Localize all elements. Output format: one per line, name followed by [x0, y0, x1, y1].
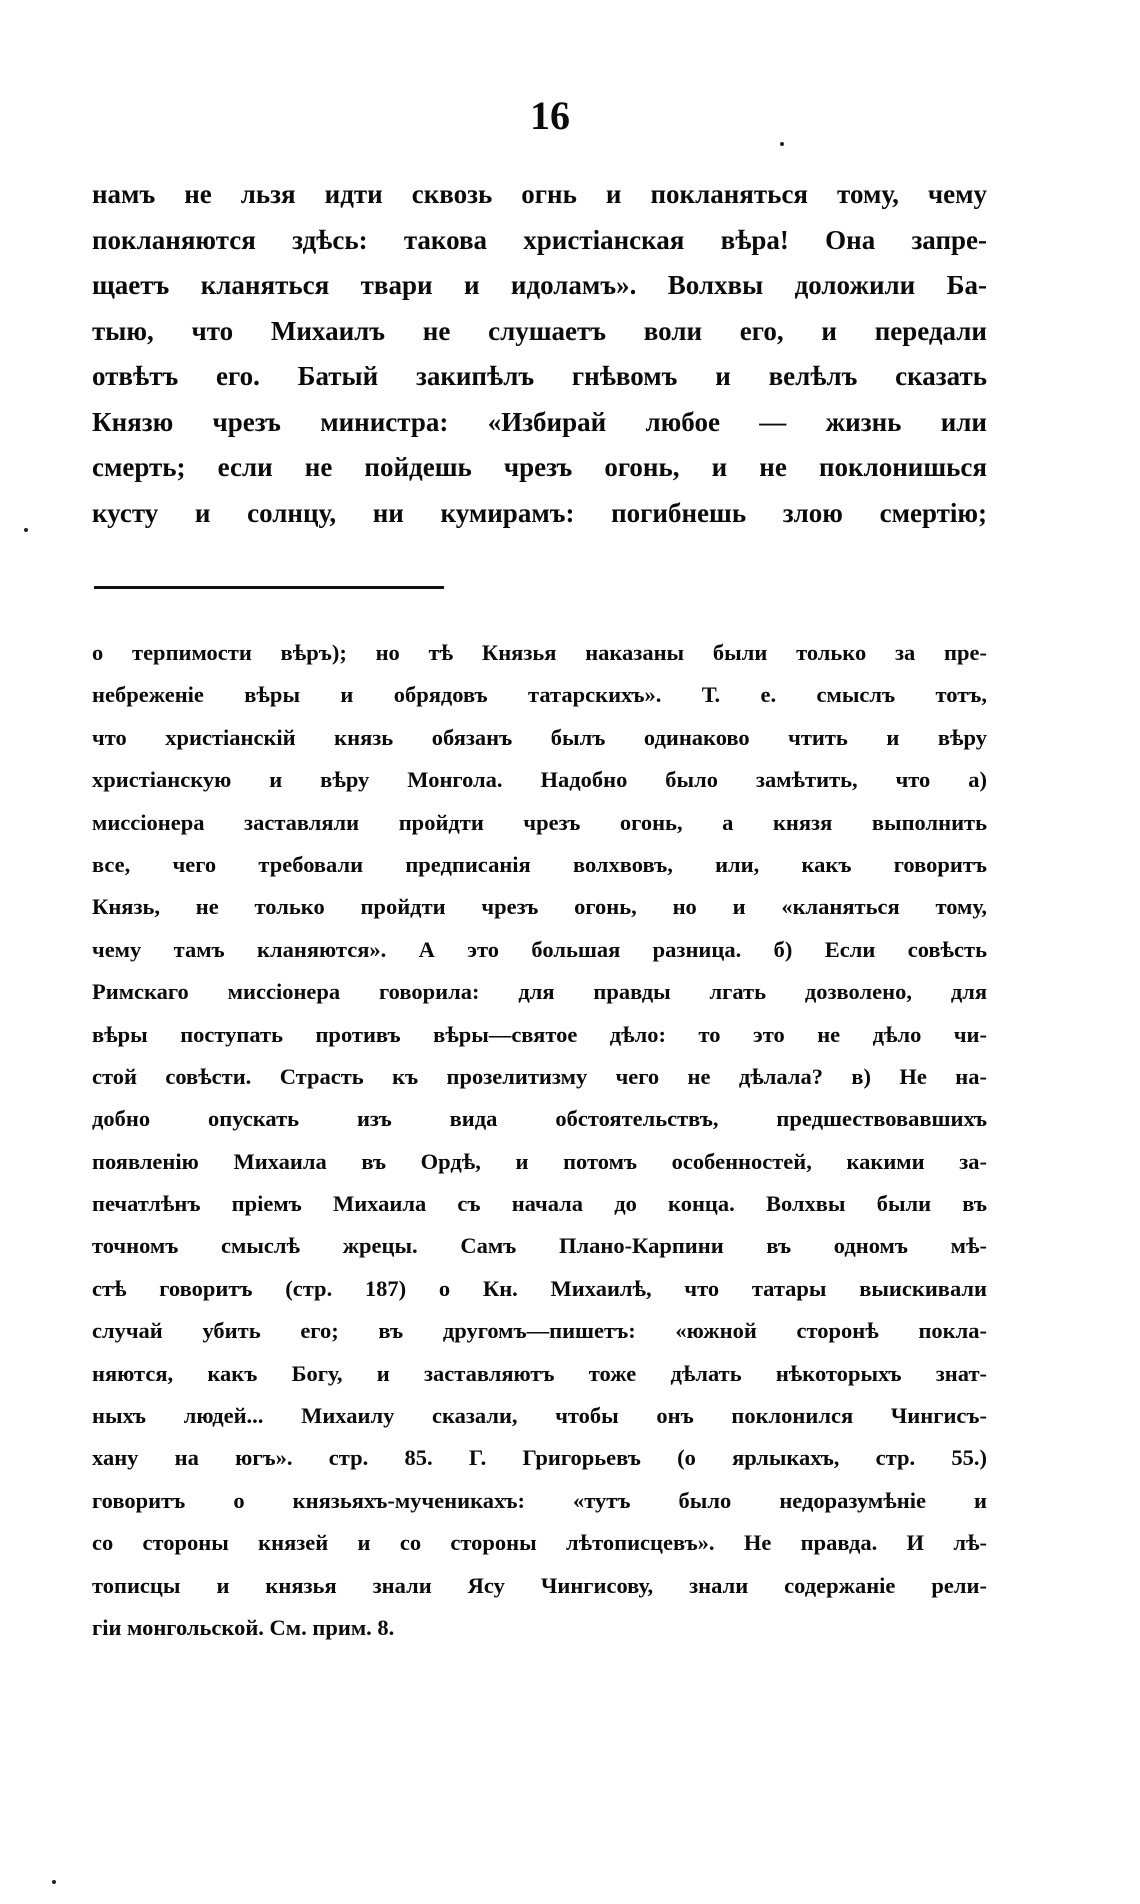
main-text-line: кусту и солнцу, ни кумирамъ: погибнешь злою смертію;: [92, 497, 987, 528]
scan-speck: [780, 142, 784, 146]
page-number: 16: [530, 93, 570, 138]
footnote-line: няются, какъ Богу, и заставляютъ тоже дѣлать нѣкоторыхъ знат-: [92, 1360, 987, 1386]
scan-speck: [52, 1880, 56, 1884]
footnote-line: христіанскую и вѣру Монгола. Надобно было замѣтить, что а): [92, 767, 987, 793]
main-text-line: смерть; если не пойдешь чрезъ огонь, и не поклонишься: [92, 452, 987, 482]
footnote-block: [92, 632, 987, 1649]
footnote-line: все, чего требовали предписанія волхвовъ, или, какъ говоритъ: [92, 851, 987, 877]
main-text-block: [92, 172, 987, 536]
footnote-line: хану на югъ». стр. 85. Г. Григорьевъ (о ярлыкахъ, стр. 55.): [92, 1445, 987, 1471]
main-text-line: отвѣтъ его. Батый закипѣлъ гнѣвомъ и велѣлъ сказать: [92, 361, 987, 391]
footnote-line: точномъ смыслѣ жрецы. Самъ Плано-Карпини въ одномъ мѣ-: [92, 1233, 987, 1259]
footnote-line: печатлѣнъ пріемъ Михаила съ начала до конца. Волхвы были въ: [92, 1191, 987, 1217]
footnote-line: Князь, не только пройдти чрезъ огонь, но и «кланяться тому,: [92, 894, 987, 920]
footnote-line: стѣ говоритъ (стр. 187) о Кн. Михаилѣ, что татары выискивали: [92, 1275, 987, 1301]
footnote-line: Римскаго миссіонера говорила: для правды лгать дозволено, для: [92, 979, 987, 1005]
footnote-line: добно опускать изъ вида обстоятельствъ, предшествовавшихъ: [92, 1106, 987, 1132]
footnote-line: появленію Михаила въ Ордѣ, и потомъ особенностей, какими за-: [92, 1148, 987, 1174]
scan-speck: [24, 528, 28, 532]
main-text-line: щаетъ кланяться твари и идоламъ». Волхвы доложили Ба-: [92, 270, 987, 300]
footnote-line: ныхъ людей... Михаилу сказали, чтобы онъ поклонился Чингисъ-: [92, 1403, 987, 1429]
footnote-line: тописцы и князья знали Ясу Чингисову, знали содержаніе рели-: [92, 1572, 987, 1598]
footnote-line: случай убить его; въ другомъ—пишетъ: «южной сторонѣ покла-: [92, 1318, 987, 1344]
footnote-line: гіи монгольской. См. прим. 8.: [92, 1614, 395, 1640]
main-text-line: Князю чрезъ министра: «Избирай любое — жизнь или: [92, 406, 987, 437]
footnote-line: говоритъ о князьяхъ-мученикахъ: «тутъ было недоразумѣніе и: [92, 1487, 987, 1513]
footnote-line: небреженіе вѣры и обрядовъ татарскихъ». Т. е. смыслъ тотъ,: [92, 682, 987, 708]
footnote-line: миссіонера заставляли пройдти чрезъ огонь, а князя выполнить: [92, 809, 987, 835]
footnote-line: о терпимости вѣръ); но тѣ Князья наказаны были только за пре-: [92, 640, 987, 665]
footnote-divider: [94, 586, 444, 589]
footnote-line: вѣры поступать противъ вѣры—святое дѣло: то это не дѣло чи-: [92, 1021, 987, 1047]
footnote-line: чему тамъ кланяются». А это большая разница. б) Если совѣсть: [92, 936, 987, 962]
main-text-line: намъ не льзя идти сквозь огнь и покланяться тому, чему: [92, 179, 987, 209]
footnote-line: со стороны князей и со стороны лѣтописцевъ». Не правда. И лѣ-: [92, 1530, 987, 1556]
footnote-line: стой совѣсти. Страсть къ прозелитизму чего не дѣлала? в) Не на-: [92, 1063, 987, 1089]
main-text-line: тыю, что Михаилъ не слушаетъ воли его, и передали: [92, 315, 987, 346]
footnote-line: что христіанскій князь обязанъ былъ одинаково чтить и вѣру: [92, 724, 987, 750]
main-text-line: покланяются здѣсь: такова христіанская вѣра! Она запре-: [92, 224, 987, 255]
